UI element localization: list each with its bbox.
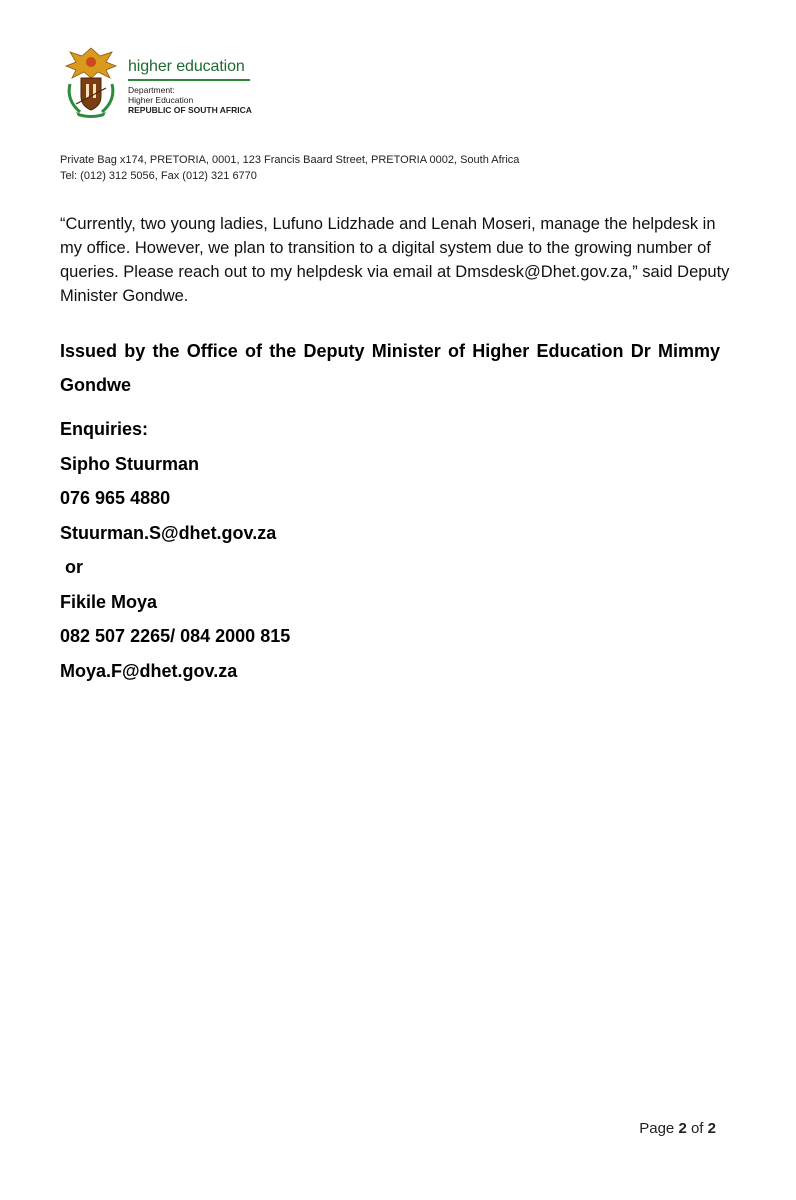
quote-paragraph: “Currently, two young ladies, Lufuno Lidzhade and Lenah Moseri, manage the helpdesk in my office. However, we plan to transition to a digital system due to the growing number of queries. Please reach out to my helpdesk via email at Dmsdesk@Dhet.gov.za,” said Deputy Minister Gondwe.: [60, 215, 730, 305]
enquiries-block: [60, 412, 290, 688]
address-block: [60, 152, 519, 184]
contact-2-email: Moya.F@dhet.gov.za: [60, 660, 238, 681]
contact-2-phone: 082 507 2265/ 084 2000 815: [60, 626, 291, 646]
enquiries-heading: Enquiries:: [60, 419, 149, 439]
current-page: 2: [678, 1120, 687, 1137]
coat-of-arms-icon: [62, 44, 120, 118]
brand-name: higher education: [128, 58, 245, 75]
letterhead-logo: [62, 44, 322, 124]
contact-2-name: Fikile Moya: [60, 591, 158, 612]
total-pages: 2: [707, 1120, 716, 1137]
dept-line-2: Higher Education: [128, 95, 194, 105]
contact-numbers: Tel: (012) 312 5056, Fax (012) 321 6770: [60, 170, 257, 182]
of-label: of: [690, 1120, 704, 1137]
country-name: REPUBLIC OF SOUTH AFRICA: [128, 105, 252, 115]
postal-address: Private Bag x174, PRETORIA, 0001, 123 Francis Baard Street, PRETORIA 0002, South Africa: [60, 154, 520, 166]
issued-by-statement: Issued by the Office of the Deputy Minister of Higher Education Dr Mimmy Gondwe: [60, 341, 720, 395]
contact-1-email: Stuurman.S@dhet.gov.za: [60, 522, 277, 543]
contact-1-name: Sipho Stuurman: [60, 453, 199, 474]
brand-block: [128, 58, 252, 115]
brand-divider: [128, 79, 250, 81]
dept-line-1: Department:: [128, 85, 175, 95]
page-number: [639, 1120, 716, 1137]
or-separator: or: [60, 557, 84, 577]
page-label: Page: [639, 1120, 675, 1137]
contact-1-phone: 076 965 4880: [60, 488, 171, 508]
